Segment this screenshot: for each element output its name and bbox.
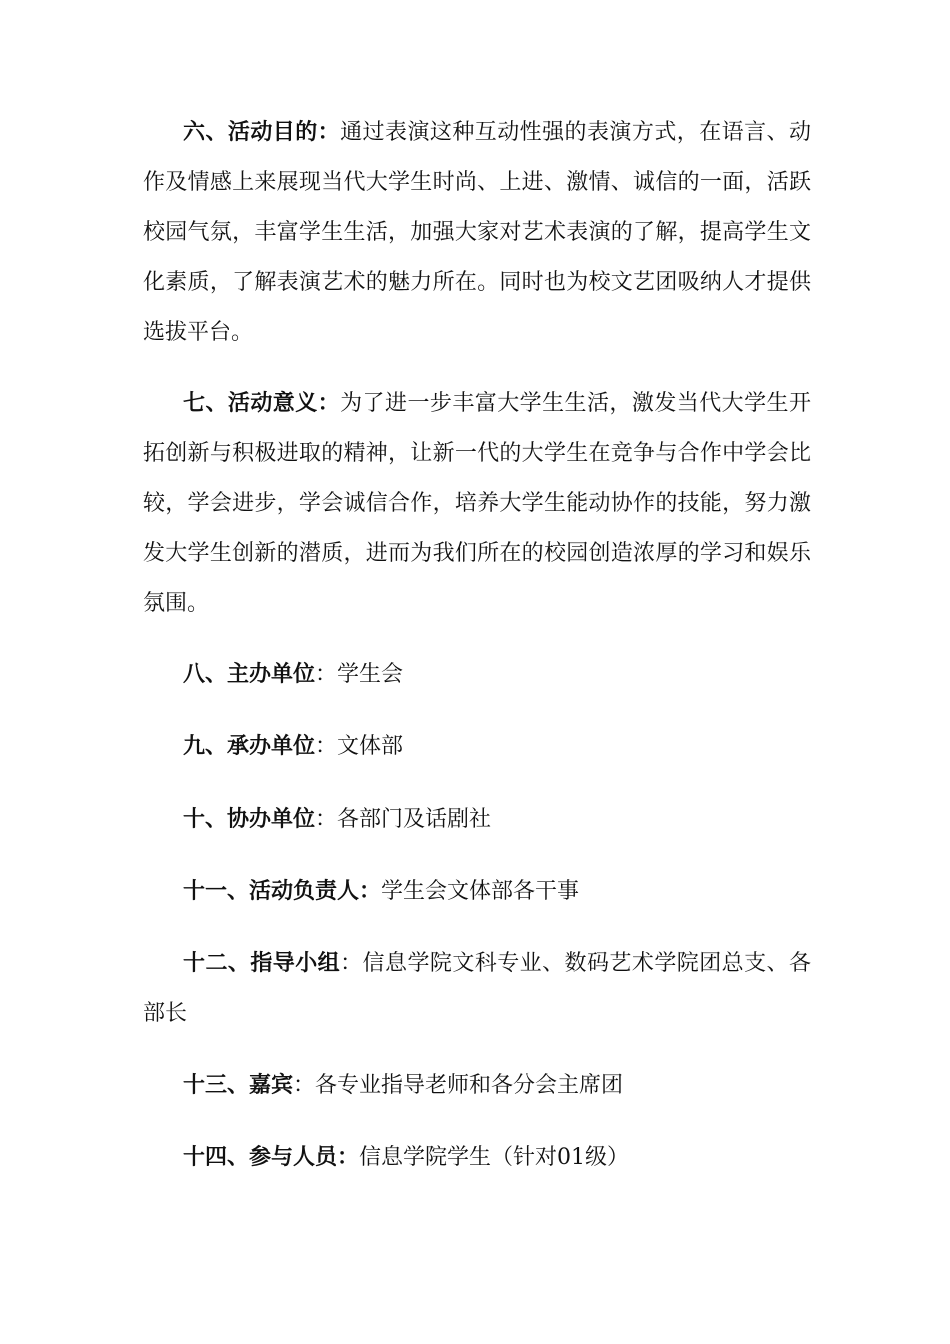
section-heading: 十四、参与人员： xyxy=(183,1145,360,1170)
section-guidance-group xyxy=(143,939,811,1039)
section-text: 信息学院学生（针对 xyxy=(359,1145,558,1170)
section-text-end: 级） xyxy=(585,1145,630,1170)
section-purpose xyxy=(143,108,811,358)
section-participants xyxy=(143,1133,811,1183)
section-text: ：文体部 xyxy=(315,734,404,759)
section-text: 通过表演这种互动性强的表演方式，在语言、动作及情感上来展现当代大学生时尚、上进、激情、诚信的一面，活跃校园气氛，丰富学生生活，加强大家对艺术表演的了解，提高学生文化素质，了解表演艺术的魅力所在。同时也为校文艺团吸纳人才提供选拔平台。 xyxy=(143,120,811,345)
section-person-in-charge xyxy=(143,867,811,917)
section-text: ：信息学院文科专业、数码艺术学院团总支、各部长 xyxy=(143,951,811,1026)
section-text: 为了进一步丰富大学生生活，激发当代大学生开拓创新与积极进取的精神，让新一代的大学生在竞争与合作中学会比较，学会进步，学会诚信合作，培养大学生能动协作的技能，努力激发大学生创新的潜质，进而为我们所在的校园创造浓厚的学习和娱乐氛围。 xyxy=(143,391,811,616)
section-text: ：各部门及话剧社 xyxy=(315,807,492,832)
section-significance xyxy=(143,379,811,629)
grade-number: 01 xyxy=(557,1145,586,1170)
section-heading: 十、协办单位 xyxy=(183,807,316,832)
section-heading: 六、活动目的： xyxy=(183,120,341,145)
section-organizer xyxy=(143,650,811,700)
section-heading: 十三、嘉宾 xyxy=(183,1073,294,1098)
section-text: ：各专业指导老师和各分会主席团 xyxy=(293,1073,624,1098)
section-heading: 十一、活动负责人： xyxy=(183,879,382,904)
section-heading: 九、承办单位 xyxy=(183,734,316,759)
section-undertaker xyxy=(143,722,811,772)
section-guests xyxy=(143,1061,811,1111)
section-heading: 八、主办单位 xyxy=(183,662,316,687)
section-text: ：学生会 xyxy=(315,662,404,687)
section-heading: 十二、指导小组 xyxy=(183,951,341,976)
section-co-organizer xyxy=(143,795,811,845)
section-heading: 七、活动意义： xyxy=(183,391,341,416)
section-text: 学生会文体部各干事 xyxy=(381,879,580,904)
